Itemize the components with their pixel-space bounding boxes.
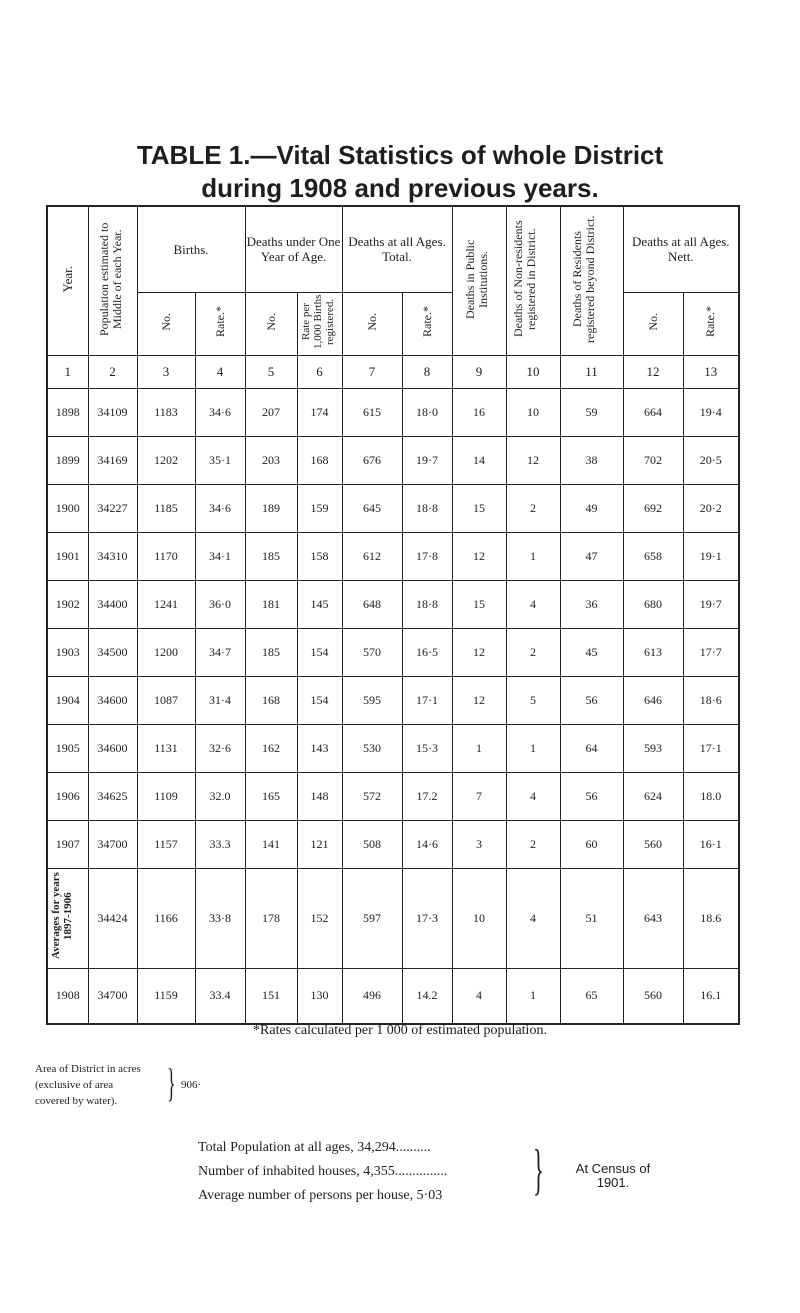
table-subtitle: during 1908 and previous years. bbox=[201, 173, 599, 203]
table-row bbox=[47, 724, 739, 772]
cell: 20·5 bbox=[683, 436, 739, 484]
cell: 12 bbox=[506, 436, 560, 484]
header-nett-rate: Rate.* bbox=[683, 292, 739, 355]
cell: 45 bbox=[560, 628, 623, 676]
cell: 1 bbox=[506, 724, 560, 772]
cell: 648 bbox=[342, 580, 402, 628]
cell: 613 bbox=[623, 628, 683, 676]
cell: 181 bbox=[245, 580, 297, 628]
cell: 34400 bbox=[88, 580, 137, 628]
cell: 1131 bbox=[137, 724, 195, 772]
cell: 34500 bbox=[88, 628, 137, 676]
cell: 18·6 bbox=[683, 676, 739, 724]
table-row bbox=[47, 628, 739, 676]
census-note: At Census of 1901. bbox=[575, 1161, 651, 1190]
cell: 34625 bbox=[88, 772, 137, 820]
cell: 1109 bbox=[137, 772, 195, 820]
cell: 16 bbox=[452, 388, 506, 436]
cell: 14·6 bbox=[402, 820, 452, 868]
cell: 1241 bbox=[137, 580, 195, 628]
cell: 145 bbox=[297, 580, 342, 628]
header-deaths-all-nett: Deaths at all Ages. Nett. bbox=[623, 206, 739, 292]
cell: 121 bbox=[297, 820, 342, 868]
area-label-line1: Area of District in acres bbox=[35, 1063, 141, 1075]
averages-row bbox=[47, 868, 739, 968]
col-number: 1 bbox=[47, 355, 88, 388]
cell: 162 bbox=[245, 724, 297, 772]
cell: 165 bbox=[245, 772, 297, 820]
cell: 1087 bbox=[137, 676, 195, 724]
cell: 4 bbox=[452, 968, 506, 1024]
cell: 4 bbox=[506, 868, 560, 968]
cell: 154 bbox=[297, 628, 342, 676]
cell: 178 bbox=[245, 868, 297, 968]
cell: 17·1 bbox=[402, 676, 452, 724]
cell: 20·2 bbox=[683, 484, 739, 532]
table-row bbox=[47, 676, 739, 724]
cell: 56 bbox=[560, 676, 623, 724]
cell: 1 bbox=[506, 532, 560, 580]
cell: 15·3 bbox=[402, 724, 452, 772]
cell: 1166 bbox=[137, 868, 195, 968]
cell: 14 bbox=[452, 436, 506, 484]
cell: 17·8 bbox=[402, 532, 452, 580]
table-row bbox=[47, 436, 739, 484]
vital-statistics-table bbox=[46, 205, 740, 1025]
cell: 34109 bbox=[88, 388, 137, 436]
cell: 692 bbox=[623, 484, 683, 532]
col-number: 10 bbox=[506, 355, 560, 388]
cell: 34169 bbox=[88, 436, 137, 484]
year-cell: 1898 bbox=[47, 388, 88, 436]
cell: 664 bbox=[623, 388, 683, 436]
cell: 17·3 bbox=[402, 868, 452, 968]
cell: 508 bbox=[342, 820, 402, 868]
cell: 16·1 bbox=[683, 820, 739, 868]
cell: 597 bbox=[342, 868, 402, 968]
cell: 64 bbox=[560, 724, 623, 772]
cell: 65 bbox=[560, 968, 623, 1024]
cell: 19·4 bbox=[683, 388, 739, 436]
cell: 185 bbox=[245, 628, 297, 676]
header-deaths-public-institutions: Deaths in Public Institutions. bbox=[452, 206, 506, 355]
cell: 2 bbox=[506, 820, 560, 868]
cell: 141 bbox=[245, 820, 297, 868]
cell: 168 bbox=[297, 436, 342, 484]
inhabited-houses: Number of inhabited houses, 4,355............... bbox=[198, 1164, 448, 1179]
cell: 7 bbox=[452, 772, 506, 820]
brace-icon: } bbox=[533, 1139, 544, 1201]
cell: 32·6 bbox=[195, 724, 245, 772]
cell: 4 bbox=[506, 580, 560, 628]
cell: 56 bbox=[560, 772, 623, 820]
cell: 4 bbox=[506, 772, 560, 820]
cell: 16·5 bbox=[402, 628, 452, 676]
cell: 15 bbox=[452, 580, 506, 628]
cell: 680 bbox=[623, 580, 683, 628]
cell: 10 bbox=[452, 868, 506, 968]
col-number: 2 bbox=[88, 355, 137, 388]
year-cell: 1900 bbox=[47, 484, 88, 532]
col-number: 11 bbox=[560, 355, 623, 388]
cell: 1908 bbox=[47, 968, 88, 1024]
cell: 31·4 bbox=[195, 676, 245, 724]
header-deaths-rate: Rate.* bbox=[402, 292, 452, 355]
cell: 3 bbox=[452, 820, 506, 868]
cell: 1157 bbox=[137, 820, 195, 868]
cell: 34·6 bbox=[195, 484, 245, 532]
cell: 34600 bbox=[88, 724, 137, 772]
cell: 33.3 bbox=[195, 820, 245, 868]
cell: 2 bbox=[506, 628, 560, 676]
cell: 615 bbox=[342, 388, 402, 436]
cell: 49 bbox=[560, 484, 623, 532]
col-number: 6 bbox=[297, 355, 342, 388]
year-cell: 1902 bbox=[47, 580, 88, 628]
header-deaths-no: No. bbox=[342, 292, 402, 355]
area-value: 906· bbox=[181, 1079, 202, 1091]
area-label-line3: covered by water). bbox=[35, 1095, 118, 1107]
cell: 159 bbox=[297, 484, 342, 532]
cell: 36·0 bbox=[195, 580, 245, 628]
cell: 646 bbox=[623, 676, 683, 724]
cell: 15 bbox=[452, 484, 506, 532]
cell: 496 bbox=[342, 968, 402, 1024]
cell: 158 bbox=[297, 532, 342, 580]
col-number: 12 bbox=[623, 355, 683, 388]
cell: 34310 bbox=[88, 532, 137, 580]
cell: 658 bbox=[623, 532, 683, 580]
cell: 19·1 bbox=[683, 532, 739, 580]
year-cell: 1899 bbox=[47, 436, 88, 484]
brace-icon: } bbox=[167, 1060, 176, 1105]
cell: 16.1 bbox=[683, 968, 739, 1024]
current-year-row bbox=[47, 968, 739, 1024]
header-infant-no: No. bbox=[245, 292, 297, 355]
header-population: Population estimated to Middle of each Year. bbox=[88, 206, 137, 355]
cell: 18·8 bbox=[402, 484, 452, 532]
header-deaths-all-total: Deaths at all Ages. Total. bbox=[342, 206, 452, 292]
table-row bbox=[47, 820, 739, 868]
year-cell: 1903 bbox=[47, 628, 88, 676]
cell: 151 bbox=[245, 968, 297, 1024]
cell: 189 bbox=[245, 484, 297, 532]
cell: 570 bbox=[342, 628, 402, 676]
cell: 1200 bbox=[137, 628, 195, 676]
cell: 18·0 bbox=[402, 388, 452, 436]
total-population: Total Population at all ages, 34,294.......... bbox=[198, 1140, 431, 1155]
cell: 1170 bbox=[137, 532, 195, 580]
cell: 1185 bbox=[137, 484, 195, 532]
col-number: 3 bbox=[137, 355, 195, 388]
cell: 17·7 bbox=[683, 628, 739, 676]
cell: 12 bbox=[452, 676, 506, 724]
averages-label: Averages for years 1897-1906 bbox=[47, 868, 88, 968]
cell: 12 bbox=[452, 532, 506, 580]
header-births-rate: Rate.* bbox=[195, 292, 245, 355]
cell: 36 bbox=[560, 580, 623, 628]
cell: 10 bbox=[506, 388, 560, 436]
cell: 2 bbox=[506, 484, 560, 532]
footnote: *Rates calculated per 1 000 of estimated population. bbox=[253, 1023, 547, 1038]
cell: 34·1 bbox=[195, 532, 245, 580]
header-deaths-under-one: Deaths under One Year of Age. bbox=[245, 206, 342, 292]
header-births-no: No. bbox=[137, 292, 195, 355]
cell: 676 bbox=[342, 436, 402, 484]
cell: 12 bbox=[452, 628, 506, 676]
cell: 1 bbox=[452, 724, 506, 772]
cell: 643 bbox=[623, 868, 683, 968]
cell: 593 bbox=[623, 724, 683, 772]
cell: 17.2 bbox=[402, 772, 452, 820]
table-row bbox=[47, 388, 739, 436]
cell: 47 bbox=[560, 532, 623, 580]
cell: 34227 bbox=[88, 484, 137, 532]
cell: 59 bbox=[560, 388, 623, 436]
cell: 143 bbox=[297, 724, 342, 772]
cell: 185 bbox=[245, 532, 297, 580]
cell: 645 bbox=[342, 484, 402, 532]
cell: 34700 bbox=[88, 968, 137, 1024]
year-cell: 1905 bbox=[47, 724, 88, 772]
persons-per-house: Average number of persons per house, 5·03 bbox=[198, 1188, 443, 1203]
cell: 624 bbox=[623, 772, 683, 820]
cell: 34·6 bbox=[195, 388, 245, 436]
col-number: 5 bbox=[245, 355, 297, 388]
cell: 17·1 bbox=[683, 724, 739, 772]
cell: 34424 bbox=[88, 868, 137, 968]
cell: 595 bbox=[342, 676, 402, 724]
header-deaths-non-residents: Deaths of Non-residents registered in District. bbox=[506, 206, 560, 355]
cell: 18.0 bbox=[683, 772, 739, 820]
cell: 34700 bbox=[88, 820, 137, 868]
cell: 5 bbox=[506, 676, 560, 724]
header-births: Births. bbox=[137, 206, 245, 292]
cell: 572 bbox=[342, 772, 402, 820]
cell: 38 bbox=[560, 436, 623, 484]
col-number: 7 bbox=[342, 355, 402, 388]
area-label-line2: (exclusive of area bbox=[35, 1079, 114, 1091]
col-number: 9 bbox=[452, 355, 506, 388]
cell: 14.2 bbox=[402, 968, 452, 1024]
cell: 33·8 bbox=[195, 868, 245, 968]
year-cell: 1901 bbox=[47, 532, 88, 580]
cell: 51 bbox=[560, 868, 623, 968]
col-number: 8 bbox=[402, 355, 452, 388]
header-deaths-residents-beyond: Deaths of Residents registered beyond District. bbox=[560, 206, 623, 355]
cell: 207 bbox=[245, 388, 297, 436]
cell: 1159 bbox=[137, 968, 195, 1024]
cell: 1202 bbox=[137, 436, 195, 484]
cell: 19·7 bbox=[683, 580, 739, 628]
cell: 18·8 bbox=[402, 580, 452, 628]
col-number: 4 bbox=[195, 355, 245, 388]
cell: 35·1 bbox=[195, 436, 245, 484]
table-row bbox=[47, 580, 739, 628]
cell: 34600 bbox=[88, 676, 137, 724]
cell: 19·7 bbox=[402, 436, 452, 484]
table-row bbox=[47, 532, 739, 580]
cell: 60 bbox=[560, 820, 623, 868]
cell: 168 bbox=[245, 676, 297, 724]
header-nett-no: No. bbox=[623, 292, 683, 355]
cell: 152 bbox=[297, 868, 342, 968]
cell: 154 bbox=[297, 676, 342, 724]
header-infant-rate: Rate per 1,000 Births registered. bbox=[297, 292, 342, 355]
cell: 203 bbox=[245, 436, 297, 484]
table-row bbox=[47, 484, 739, 532]
cell: 702 bbox=[623, 436, 683, 484]
cell: 33.4 bbox=[195, 968, 245, 1024]
year-cell: 1907 bbox=[47, 820, 88, 868]
col-number: 13 bbox=[683, 355, 739, 388]
cell: 18.6 bbox=[683, 868, 739, 968]
cell: 560 bbox=[623, 968, 683, 1024]
table-row bbox=[47, 772, 739, 820]
table-title: TABLE 1.—Vital Statistics of whole District bbox=[136, 140, 664, 170]
cell: 174 bbox=[297, 388, 342, 436]
cell: 530 bbox=[342, 724, 402, 772]
cell: 1183 bbox=[137, 388, 195, 436]
cell: 560 bbox=[623, 820, 683, 868]
cell: 130 bbox=[297, 968, 342, 1024]
cell: 612 bbox=[342, 532, 402, 580]
cell: 148 bbox=[297, 772, 342, 820]
cell: 34·7 bbox=[195, 628, 245, 676]
year-cell: 1904 bbox=[47, 676, 88, 724]
year-cell: 1906 bbox=[47, 772, 88, 820]
header-year: Year. bbox=[47, 206, 88, 355]
cell: 32.0 bbox=[195, 772, 245, 820]
cell: 1 bbox=[506, 968, 560, 1024]
